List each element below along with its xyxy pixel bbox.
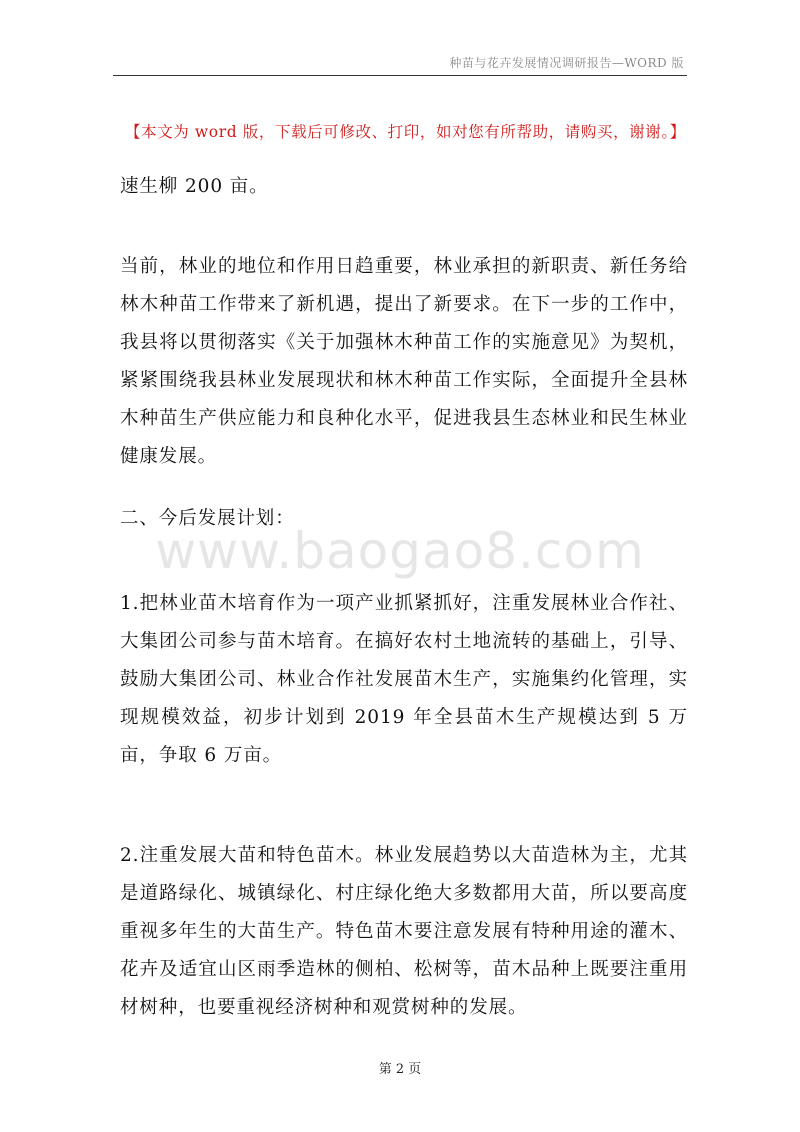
page-number: 第 2 页 <box>378 1062 422 1077</box>
purchase-notice: 【本文为 word 版，下载后可修改、打印，如对您有所帮助，请购买，谢谢。】 <box>125 123 686 141</box>
paragraph-current-situation: 当前，林业的地位和作用日趋重要，林业承担的新职责、新任务给林木种苗工作带来了新机遇，提出了新要求。在下一步的工作中，我县将以贯彻落实《关于加强林木种苗工作的实施意见》为契机，紧紧围绕我县林业发展现状和林木种苗工作实际，全面提升全县林木种苗生产供应能力和良种化水平，促进我县生态林业和民生林业健康发展。 <box>120 256 688 467</box>
header-divider <box>113 75 687 76</box>
document-header-title: 种苗与花卉发展情况调研报告—WORD 版 <box>449 56 684 70</box>
paragraph-plan-item-2: 2.注重发展大苗和特色苗木。林业发展趋势以大苗造林为主，尤其是道路绿化、城镇绿化、村庄绿化绝大多数都用大苗，所以要高度重视多年生的大苗生产。特色苗木要注意发展有特种用途的灌木、花卉及适宜山区雨季造林的侧柏、松树等，苗木品种上既要注重用材树种，也要重视经济树种和观赏树种的发展。 <box>120 845 688 1018</box>
paragraph-continuation: 速生柳 200 亩。 <box>120 176 269 197</box>
paragraph-plan-item-1: 1.把林业苗木培育作为一项产业抓紧抓好，注重发展林业合作社、大集团公司参与苗木培育。在搞好农村土地流转的基础上，引导、鼓励大集团公司、林业合作社发展苗木生产，实施集约化管理，实现规模效益，初步计划到 2019 年全县苗木生产规模达到 5 万亩，争取 6 万亩。 <box>120 593 688 766</box>
watermark: www.baogao8.com <box>155 522 645 580</box>
section-heading-plan: 二、今后发展计划： <box>120 508 295 529</box>
